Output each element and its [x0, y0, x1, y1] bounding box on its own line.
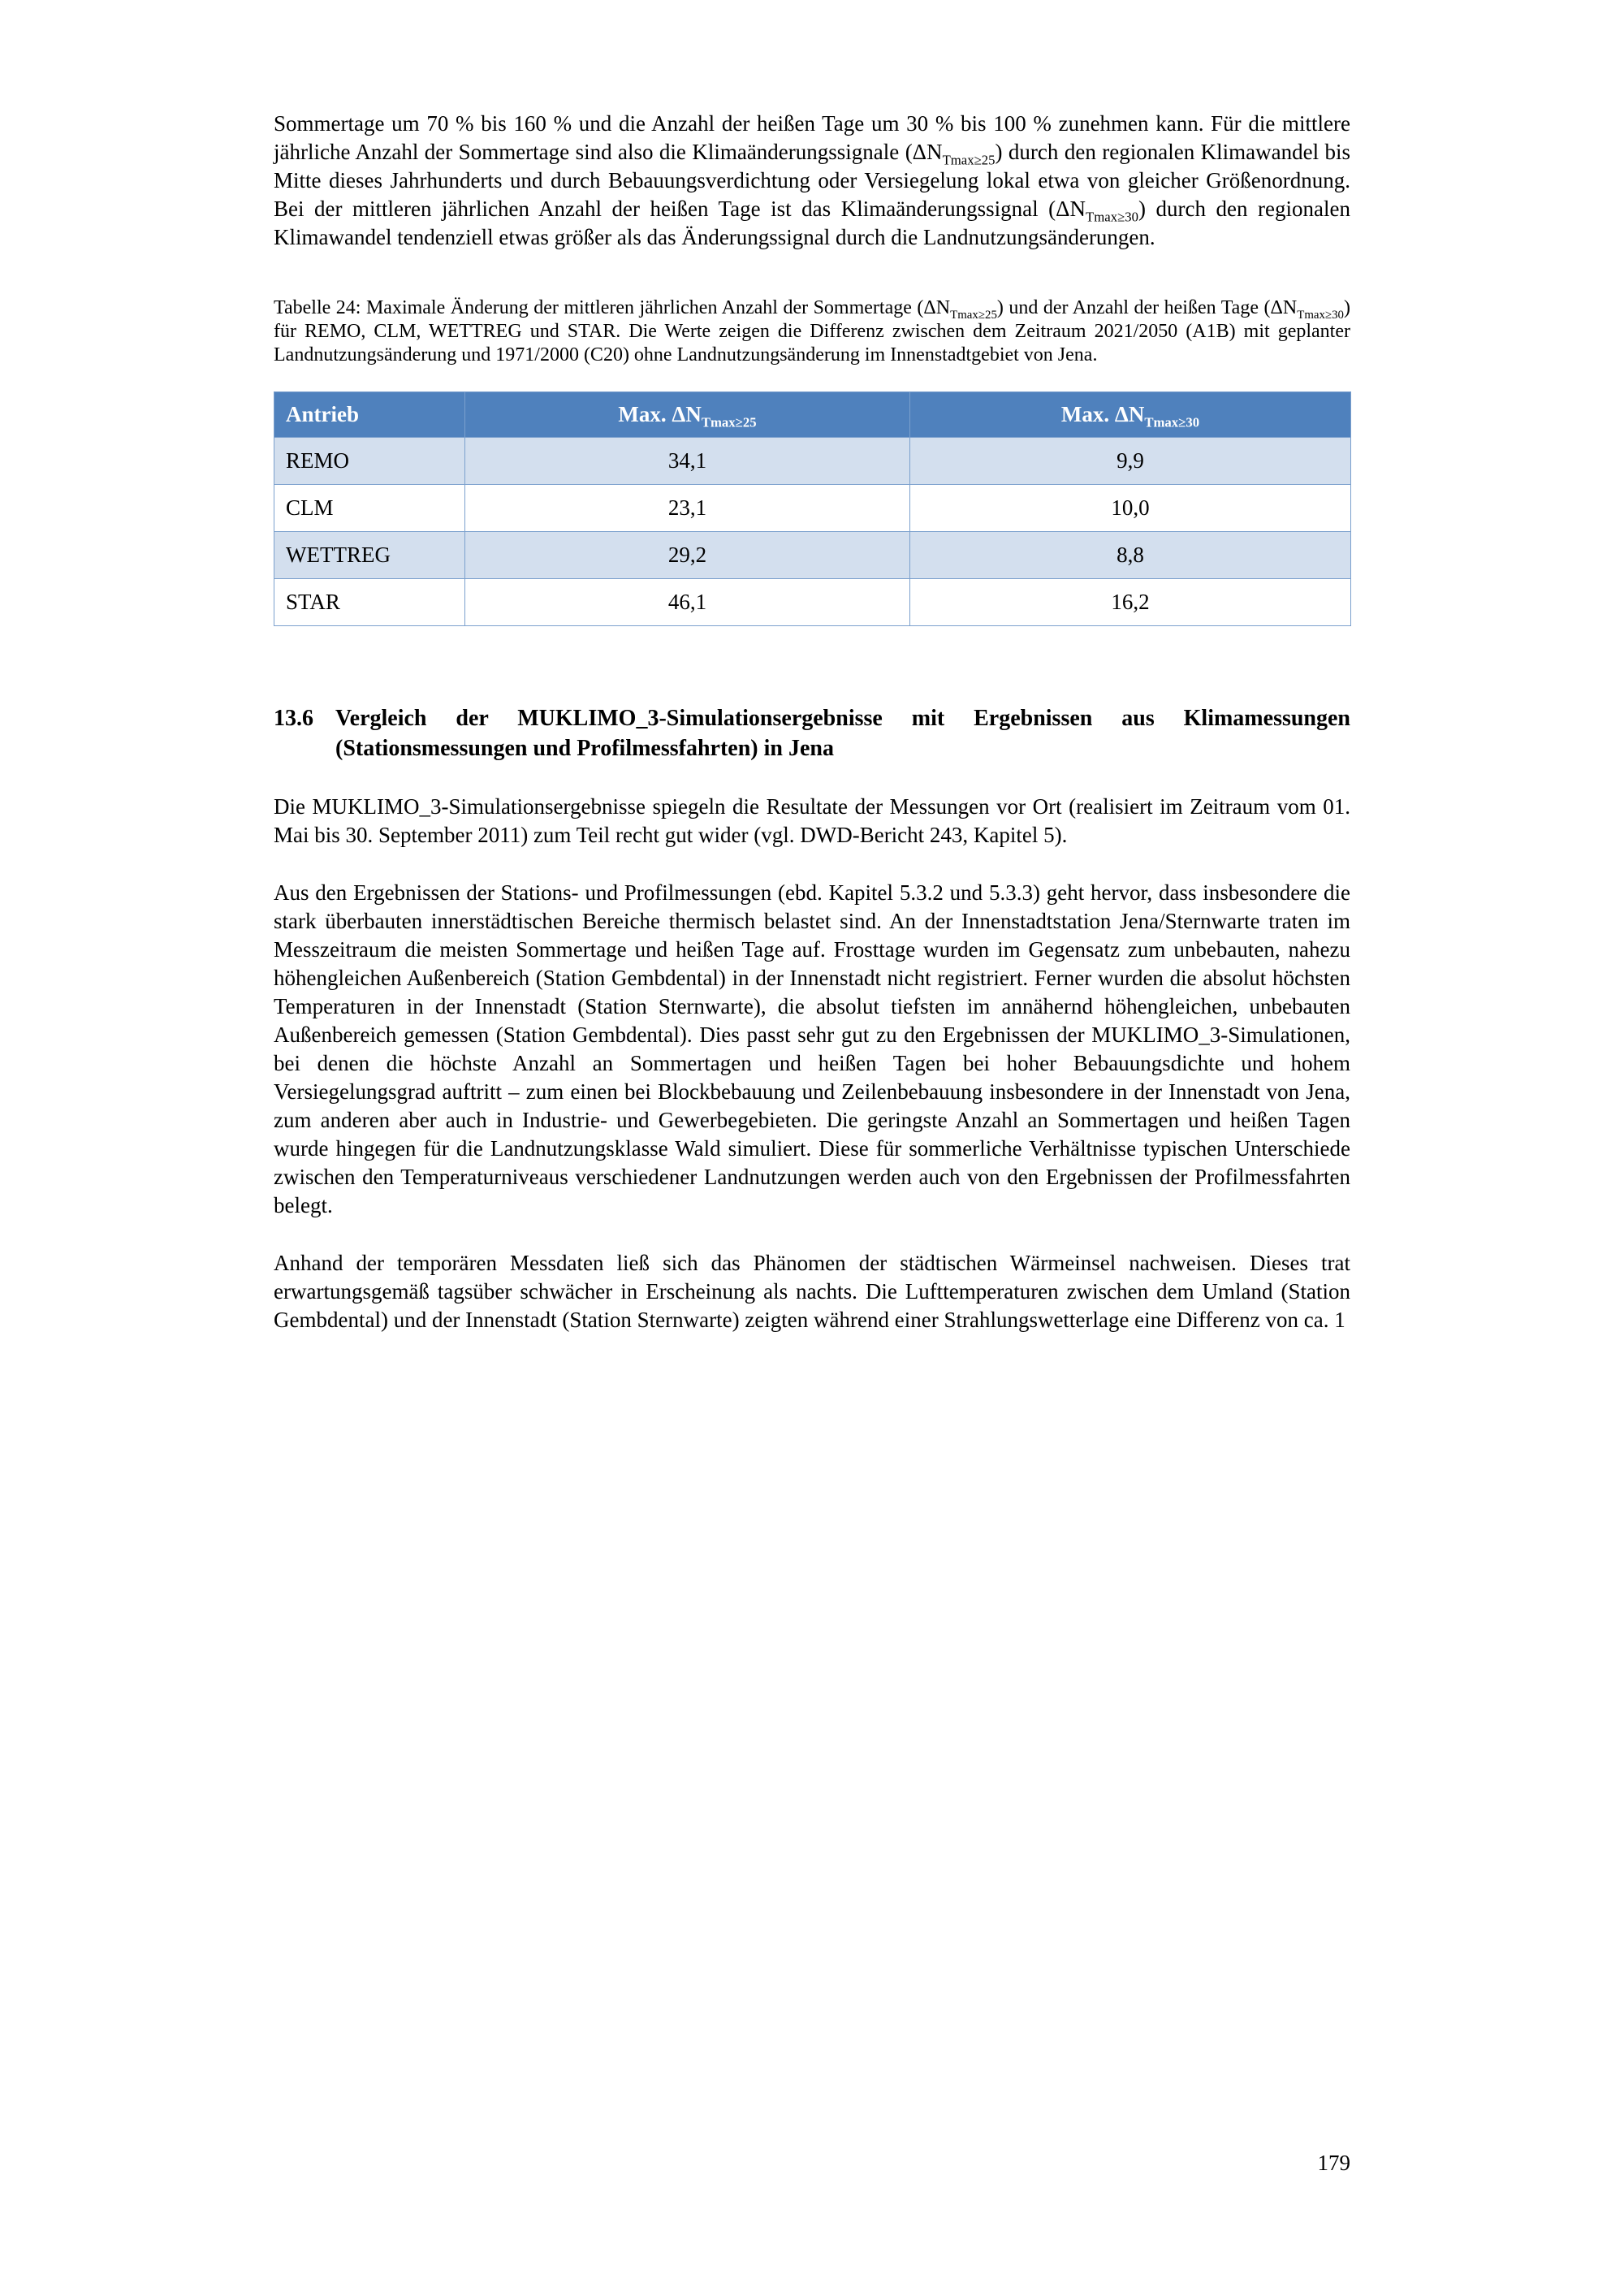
cell-antrieb: WETTREG [274, 532, 465, 579]
cell-value-25: 46,1 [465, 579, 910, 626]
body-paragraph-4: Anhand der temporären Messdaten ließ sich das Phänomen der städtischen Wärmeinsel nachweisen. Dieses trat erwartungsgemäß tagsüber schwächer in Erscheinung als nachts. Die Lufttemperaturen zwischen dem Umland (Station Gembdental) und der Innenstadt (Station Sternwarte) zeigten während einer Strahlungswetterlage eine Differenz von ca. 1 [274, 1251, 1350, 1332]
column-header-antrieb: Antrieb [274, 392, 465, 438]
table-row [274, 438, 1351, 485]
cell-value-30: 16,2 [910, 579, 1351, 626]
table-row [274, 579, 1351, 626]
table-header-row [274, 392, 1351, 438]
results-table [274, 391, 1351, 626]
section-heading [274, 703, 1350, 763]
table-caption: Tabelle 24: Maximale Änderung der mittleren jährlichen Anzahl der Sommertage $(\Delta N_{Tmax\ge 25})$ und der Anzahl der heißen Tage $(\Delta N_{Tmax\ge 30})$ für REMO, CLM, WETTREG und STAR. Die Werte zeigen die Differenz zwischen dem Zeitraum 2021/2050 (A1B) mit geplanter Landnutzungsänderung und 1971/2000 (C20) ohne Landnutzungsänderung im Innenstadtgebiet von Jena. [274, 297, 1350, 365]
page-content [274, 110, 1350, 1334]
cell-antrieb: CLM [274, 485, 465, 532]
cell-value-30: 8,8 [910, 532, 1351, 579]
cell-value-25: 29,2 [465, 532, 910, 579]
table-row [274, 485, 1351, 532]
cell-value-30: 9,9 [910, 438, 1351, 485]
body-paragraph-3: Aus den Ergebnissen der Stations- und Profilmessungen (ebd. Kapitel 5.3.2 und 5.3.3) geht hervor, dass insbesondere die stark überbauten innerstädtischen Bereiche thermisch belastet sind. An der Innenstadtstation Jena/Sternwarte traten im Messzeitraum die meisten Sommertage und heißen Tage auf. Frosttage wurden im Gegensatz zum unbebauten, nahezu höhengleichen Außenbereich (Station Gembdental) in der Innenstadt nicht registriert. Ferner wurden die absolut höchsten Temperaturen in der Innenstadt (Station Sternwarte), die absolut tiefsten im annähernd höhengleichen, unbebauten Außenbereich gemessen (Station Gembdental). Dies passt sehr gut zu den Ergebnissen der MUKLIMO_3-Simulationen, bei denen die höchste Anzahl an Sommertagen und heißen Tagen bei hoher Bebauungsdichte und hohem Versiegelungsgrad auftritt – zum einen bei Blockbebauung und Zeilenbebauung insbesondere in der Innenstadt von Jena, zum anderen aber auch in Industrie- und Gewerbegebieten. Die geringste Anzahl an Sommertagen und heißen Tagen wurde hingegen für die Landnutzungsklasse Wald simuliert. Diese für sommerliche Verhältnisse typischen Unterschiede zwischen den Temperaturniveaus verschiedener Landnutzungen werden auch von den Ergebnissen der Profilmessfahrten belegt. [274, 880, 1350, 1217]
page-number: 179 [1317, 2151, 1350, 2175]
table-row [274, 532, 1351, 579]
results-table-wrapper [274, 391, 1350, 626]
cell-antrieb: STAR [274, 579, 465, 626]
cell-antrieb: REMO [274, 438, 465, 485]
body-paragraph-2: Die MUKLIMO_3-Simulationsergebnisse spiegeln die Resultate der Messungen vor Ort (realisiert im Zeitraum vom 01. Mai bis 30. September 2011) zum Teil recht gut wider (vgl. DWD-Bericht 243, Kapitel 5). [274, 794, 1350, 847]
section-title: Vergleich der MUKLIMO_3-Simulationsergebnisse mit Ergebnissen aus Klimamessungen (Stationsmessungen und Profilmessfahrten) in Jena [335, 706, 1350, 761]
cell-value-30: 10,0 [910, 485, 1351, 532]
column-header-max-ntmax25: Max. $\Delta N_{Tmax\ge 25}$ [465, 392, 910, 438]
body-paragraph-1: Sommertage um 70 % bis 160 % und die Anzahl der heißen Tage um 30 % bis 100 % zunehmen kann. Für die mittlere jährliche Anzahl der Sommertage sind also die Klimaänderungssignale $(\Delta N_{Tmax\ge 25})$ durch den regionalen Klimawandel bis Mitte dieses Jahrhunderts und durch Bebauungsverdichtung oder Versiegelung lokal etwa von gleicher Größenordnung. Bei der mittleren jährlichen Anzahl der heißen Tage ist das Klimaänderungssignal $(\Delta N_{Tmax\ge 30})$ durch den regionalen Klimawandel tendenziell etwas größer als das Änderungssignal durch die Landnutzungsänderungen. [274, 111, 1351, 249]
section-number: 13.6 [274, 706, 313, 731]
cell-value-25: 23,1 [465, 485, 910, 532]
column-header-max-ntmax30: Max. $\Delta N_{Tmax\ge 30}$ [910, 392, 1351, 438]
cell-value-25: 34,1 [465, 438, 910, 485]
